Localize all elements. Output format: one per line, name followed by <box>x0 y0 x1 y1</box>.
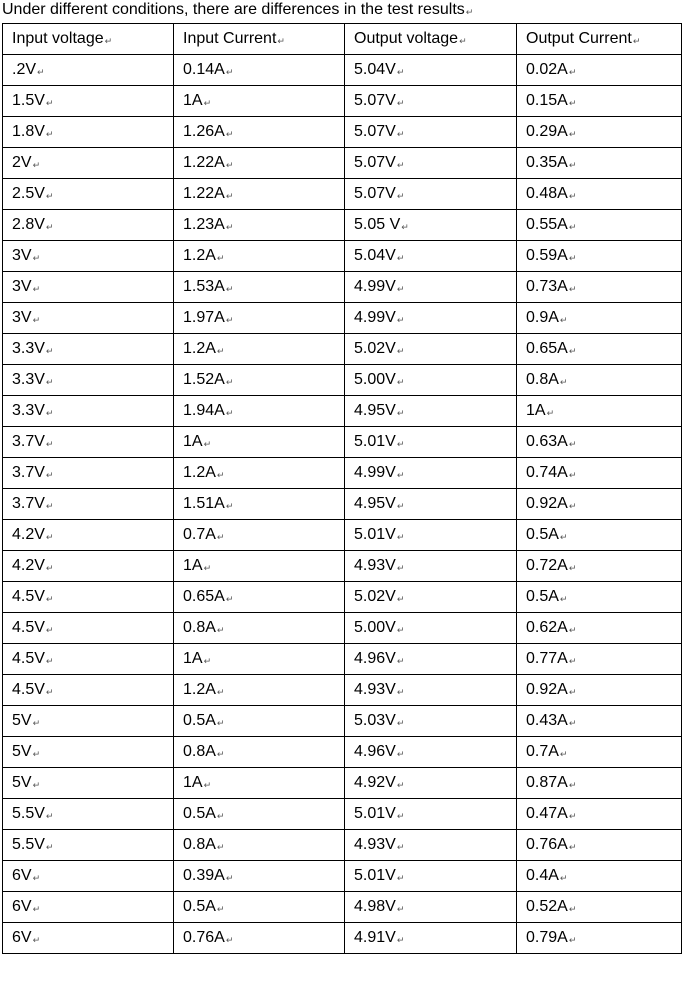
input-current-cell: 1.51A ↵ <box>174 489 345 520</box>
input-voltage-cell: 5V ↵ <box>3 706 174 737</box>
input-current-cell: 1.52A ↵ <box>174 365 345 396</box>
output-current-cell: 0.7A ↵ <box>517 737 682 768</box>
output-voltage-cell: 4.99V ↵ <box>345 458 517 489</box>
input-voltage-cell: 3V ↵ <box>3 272 174 303</box>
output-current-cell: 0.92A ↵ <box>517 489 682 520</box>
header-input-current: Input Current ↵ <box>174 24 345 55</box>
output-current-cell: 0.74A ↵ <box>517 458 682 489</box>
table-row <box>3 86 682 117</box>
input-current-cell: 1A ↵ <box>174 427 345 458</box>
output-current-cell: 0.9A ↵ <box>517 303 682 334</box>
output-current-cell: 0.43A ↵ <box>517 706 682 737</box>
output-current-cell: 0.65A ↵ <box>517 334 682 365</box>
output-voltage-cell: 5.07V ↵ <box>345 86 517 117</box>
input-current-cell: 0.8A ↵ <box>174 830 345 861</box>
output-voltage-cell: 4.99V ↵ <box>345 303 517 334</box>
input-voltage-cell: 1.5V ↵ <box>3 86 174 117</box>
input-current-cell: 1A ↵ <box>174 86 345 117</box>
input-voltage-cell: 4.5V ↵ <box>3 613 174 644</box>
header-output-voltage: Output voltage ↵ <box>345 24 517 55</box>
input-current-cell: 1.26A ↵ <box>174 117 345 148</box>
output-current-cell: 0.47A ↵ <box>517 799 682 830</box>
table-row <box>3 303 682 334</box>
output-voltage-cell: 4.95V ↵ <box>345 489 517 520</box>
output-voltage-cell: 4.98V ↵ <box>345 892 517 923</box>
header-input-voltage: Input voltage ↵ <box>3 24 174 55</box>
input-current-cell: 0.65A ↵ <box>174 582 345 613</box>
input-voltage-cell: 3.7V ↵ <box>3 458 174 489</box>
output-current-cell: 0.79A ↵ <box>517 923 682 954</box>
table-row <box>3 644 682 675</box>
input-voltage-cell: 3V ↵ <box>3 241 174 272</box>
output-current-cell: 0.87A ↵ <box>517 768 682 799</box>
table-row <box>3 861 682 892</box>
table-row <box>3 210 682 241</box>
output-current-cell: 0.73A ↵ <box>517 272 682 303</box>
input-voltage-cell: 2.5V ↵ <box>3 179 174 210</box>
output-voltage-cell: 5.05 V ↵ <box>345 210 517 241</box>
output-voltage-cell: 4.99V ↵ <box>345 272 517 303</box>
input-voltage-cell: 4.2V ↵ <box>3 520 174 551</box>
input-current-cell: 1A ↵ <box>174 644 345 675</box>
output-current-cell: 0.63A ↵ <box>517 427 682 458</box>
table-row <box>3 179 682 210</box>
table-row <box>3 396 682 427</box>
table-row <box>3 365 682 396</box>
table-row <box>3 427 682 458</box>
input-current-cell: 0.76A ↵ <box>174 923 345 954</box>
input-current-cell: 1.23A ↵ <box>174 210 345 241</box>
input-voltage-cell: .2V ↵ <box>3 55 174 86</box>
output-voltage-cell: 5.04V ↵ <box>345 241 517 272</box>
table-row <box>3 520 682 551</box>
output-voltage-cell: 4.93V ↵ <box>345 551 517 582</box>
output-voltage-cell: 5.07V ↵ <box>345 179 517 210</box>
output-voltage-cell: 5.02V ↵ <box>345 334 517 365</box>
input-current-cell: 0.7A ↵ <box>174 520 345 551</box>
output-current-cell: 0.92A ↵ <box>517 675 682 706</box>
output-current-cell: 0.62A ↵ <box>517 613 682 644</box>
input-current-cell: 1.2A ↵ <box>174 334 345 365</box>
table-row <box>3 458 682 489</box>
output-current-cell: 0.35A ↵ <box>517 148 682 179</box>
input-current-cell: 1.2A ↵ <box>174 675 345 706</box>
output-voltage-cell: 4.95V ↵ <box>345 396 517 427</box>
input-current-cell: 0.14A ↵ <box>174 55 345 86</box>
output-voltage-cell: 4.93V ↵ <box>345 830 517 861</box>
input-current-cell: 0.5A ↵ <box>174 706 345 737</box>
output-current-cell: 1A ↵ <box>517 396 682 427</box>
output-current-cell: 0.77A ↵ <box>517 644 682 675</box>
input-current-cell: 1A ↵ <box>174 768 345 799</box>
input-current-cell: 0.8A ↵ <box>174 737 345 768</box>
input-current-cell: 1.53A ↵ <box>174 272 345 303</box>
input-voltage-cell: 4.5V ↵ <box>3 644 174 675</box>
input-current-cell: 1.22A ↵ <box>174 148 345 179</box>
table-row <box>3 706 682 737</box>
output-current-cell: 0.55A ↵ <box>517 210 682 241</box>
output-voltage-cell: 5.07V ↵ <box>345 148 517 179</box>
output-current-cell: 0.15A ↵ <box>517 86 682 117</box>
table-row <box>3 830 682 861</box>
input-current-cell: 1.2A ↵ <box>174 241 345 272</box>
output-voltage-cell: 5.02V ↵ <box>345 582 517 613</box>
output-current-cell: 0.72A ↵ <box>517 551 682 582</box>
output-current-cell: 0.76A ↵ <box>517 830 682 861</box>
table-row <box>3 55 682 86</box>
output-voltage-cell: 4.96V ↵ <box>345 737 517 768</box>
output-voltage-cell: 5.01V ↵ <box>345 520 517 551</box>
table-row <box>3 768 682 799</box>
header-row <box>3 24 682 55</box>
output-current-cell: 0.52A ↵ <box>517 892 682 923</box>
output-voltage-cell: 4.96V ↵ <box>345 644 517 675</box>
output-current-cell: 0.29A ↵ <box>517 117 682 148</box>
input-current-cell: 1.2A ↵ <box>174 458 345 489</box>
header-output-current: Output Current ↵ <box>517 24 682 55</box>
output-voltage-cell: 4.92V ↵ <box>345 768 517 799</box>
table-row <box>3 117 682 148</box>
output-voltage-cell: 5.03V ↵ <box>345 706 517 737</box>
input-voltage-cell: 4.5V ↵ <box>3 675 174 706</box>
input-current-cell: 1.94A ↵ <box>174 396 345 427</box>
input-voltage-cell: 6V ↵ <box>3 923 174 954</box>
table-row <box>3 148 682 179</box>
output-voltage-cell: 5.07V ↵ <box>345 117 517 148</box>
output-current-cell: 0.02A ↵ <box>517 55 682 86</box>
input-voltage-cell: 5V ↵ <box>3 737 174 768</box>
input-voltage-cell: 3.7V ↵ <box>3 489 174 520</box>
input-voltage-cell: 3.3V ↵ <box>3 365 174 396</box>
output-current-cell: 0.4A ↵ <box>517 861 682 892</box>
output-current-cell: 0.8A ↵ <box>517 365 682 396</box>
input-current-cell: 1.97A ↵ <box>174 303 345 334</box>
input-current-cell: 0.5A ↵ <box>174 892 345 923</box>
input-voltage-cell: 3.7V ↵ <box>3 427 174 458</box>
table-row <box>3 737 682 768</box>
table-row <box>3 675 682 706</box>
output-voltage-cell: 5.01V ↵ <box>345 861 517 892</box>
output-voltage-cell: 4.91V ↵ <box>345 923 517 954</box>
test-results-table <box>2 23 682 954</box>
input-voltage-cell: 1.8V ↵ <box>3 117 174 148</box>
input-voltage-cell: 6V ↵ <box>3 861 174 892</box>
input-voltage-cell: 4.2V ↵ <box>3 551 174 582</box>
table-row <box>3 489 682 520</box>
output-voltage-cell: 4.93V ↵ <box>345 675 517 706</box>
input-current-cell: 0.39A ↵ <box>174 861 345 892</box>
input-voltage-cell: 2.8V ↵ <box>3 210 174 241</box>
output-voltage-cell: 5.00V ↵ <box>345 613 517 644</box>
table-body <box>3 55 682 954</box>
table-row <box>3 892 682 923</box>
input-voltage-cell: 3.3V ↵ <box>3 334 174 365</box>
input-voltage-cell: 3.3V ↵ <box>3 396 174 427</box>
input-voltage-cell: 3V ↵ <box>3 303 174 334</box>
output-voltage-cell: 5.04V ↵ <box>345 55 517 86</box>
table-row <box>3 272 682 303</box>
input-voltage-cell: 2V ↵ <box>3 148 174 179</box>
table-row <box>3 613 682 644</box>
table-row <box>3 334 682 365</box>
table-row <box>3 799 682 830</box>
input-voltage-cell: 5V ↵ <box>3 768 174 799</box>
input-voltage-cell: 5.5V ↵ <box>3 799 174 830</box>
table-caption: Under different conditions, there are differences in the test results ↵ <box>0 0 682 23</box>
table-row <box>3 551 682 582</box>
output-current-cell: 0.5A ↵ <box>517 520 682 551</box>
table-row <box>3 582 682 613</box>
input-voltage-cell: 5.5V ↵ <box>3 830 174 861</box>
table-header <box>3 24 682 55</box>
input-voltage-cell: 4.5V ↵ <box>3 582 174 613</box>
output-current-cell: 0.5A ↵ <box>517 582 682 613</box>
output-voltage-cell: 5.00V ↵ <box>345 365 517 396</box>
input-voltage-cell: 6V ↵ <box>3 892 174 923</box>
table-row <box>3 241 682 272</box>
table-row <box>3 923 682 954</box>
output-current-cell: 0.59A ↵ <box>517 241 682 272</box>
output-current-cell: 0.48A ↵ <box>517 179 682 210</box>
input-current-cell: 0.8A ↵ <box>174 613 345 644</box>
input-current-cell: 0.5A ↵ <box>174 799 345 830</box>
input-current-cell: 1A ↵ <box>174 551 345 582</box>
output-voltage-cell: 5.01V ↵ <box>345 427 517 458</box>
input-current-cell: 1.22A ↵ <box>174 179 345 210</box>
output-voltage-cell: 5.01V ↵ <box>345 799 517 830</box>
